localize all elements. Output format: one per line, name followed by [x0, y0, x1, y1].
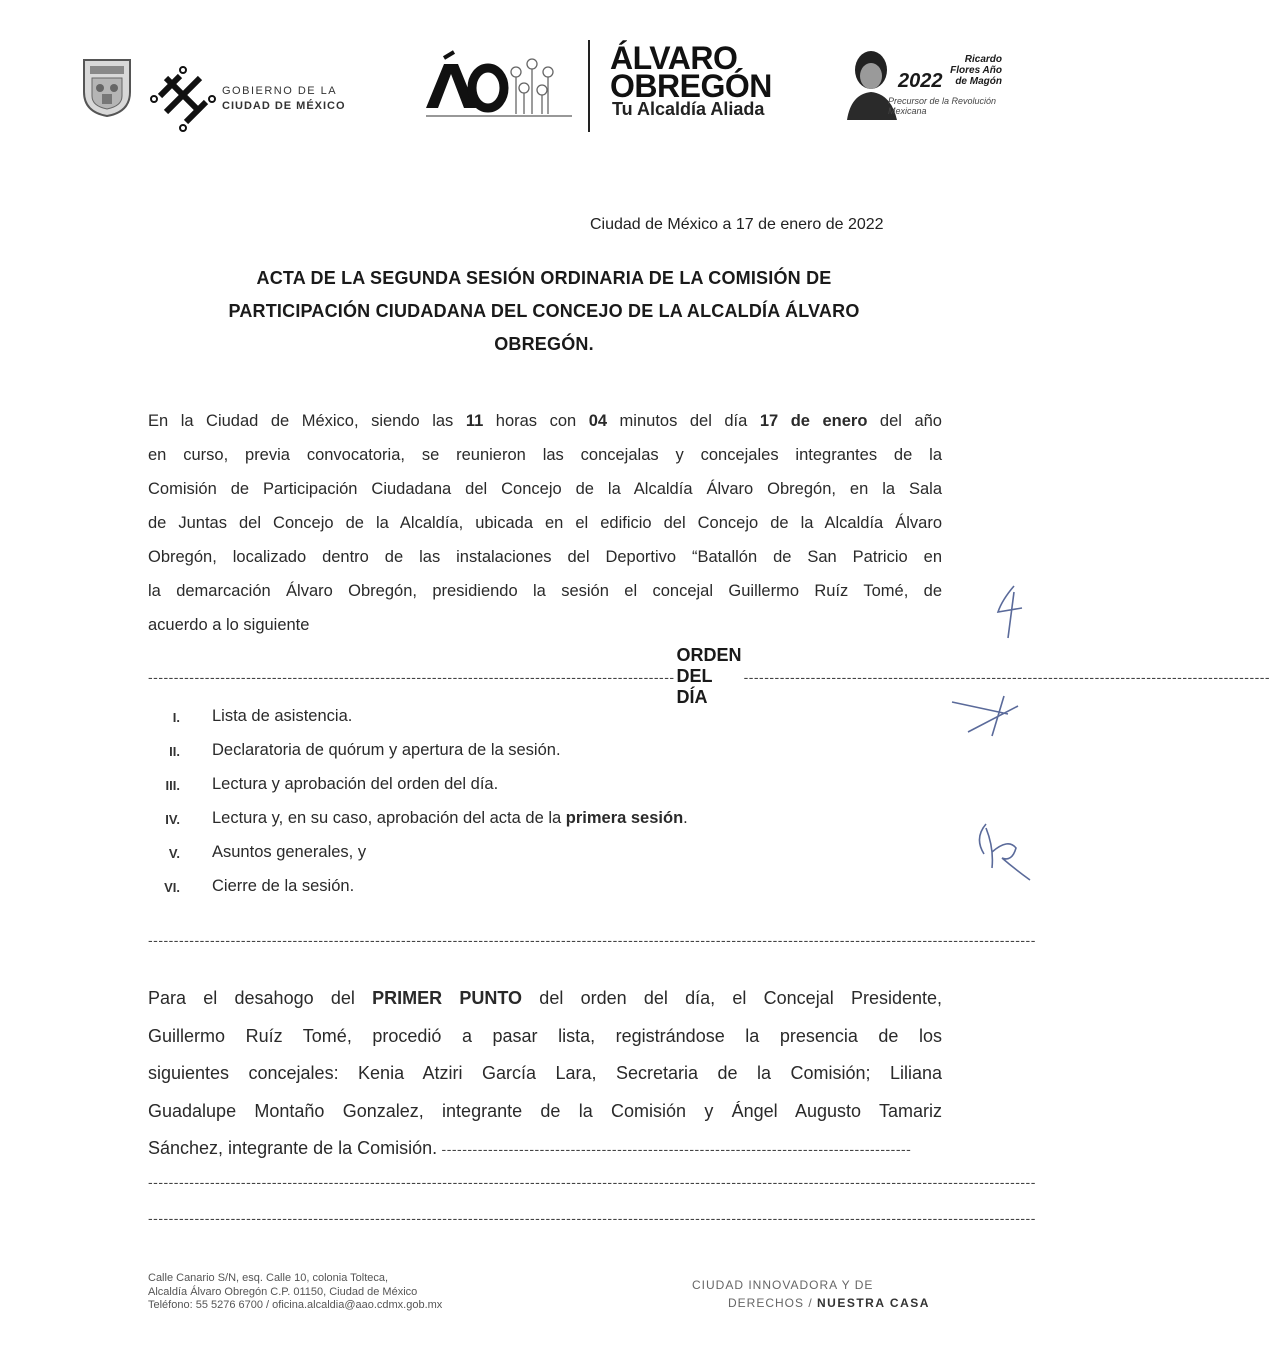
point-text: Sánchez, integrante de la Comisión.	[148, 1138, 438, 1158]
agenda-item	[148, 739, 848, 773]
point-line-4: Guadalupe Montaño Gonzalez, integrante de la Comisión y Ángel Augusto Tamariz	[148, 1100, 942, 1121]
footer-address	[148, 1272, 442, 1313]
address-line-3: Teléfono: 55 5276 6700 / oficina.alcaldia@aao.cdmx.gob.mx	[148, 1299, 443, 1311]
dash-separator: ----------------------------------------------------------------------------------------------------------------------------------------------------------------------------	[148, 932, 1036, 948]
coat-of-arms-icon	[80, 56, 134, 118]
intro-text: horas con	[483, 412, 589, 430]
point-line-5	[148, 1130, 942, 1169]
slogan-bold: NUESTRA CASA	[817, 1296, 930, 1310]
alcaldia-name-line-1: ÁLVARO	[610, 40, 738, 76]
point-label: PRIMER PUNTO	[372, 988, 523, 1008]
point-line-1	[148, 980, 942, 1018]
slogan-line-1: CIUDAD INNOVADORA Y DE	[692, 1278, 874, 1292]
intro-text: del año	[867, 412, 942, 430]
agenda-item	[148, 807, 848, 841]
point-line-2: Guillermo Ruíz Tomé, procedió a pasar lista, registrándose la presencia de los	[148, 1025, 942, 1046]
badge-subtitle: Precursor de la Revolución Mexicana	[888, 96, 997, 116]
intro-line-1	[148, 404, 942, 438]
intro-minutes: 04	[588, 412, 608, 430]
intro-line-5: Obregón, localizado dentro de las instalaciones del Deportivo “Batallón de San Patricio en	[148, 548, 942, 566]
handwritten-initial-icon	[984, 582, 1034, 642]
dash-leader: -------------------------------------------------------------------------------------------	[437, 1141, 912, 1157]
agenda-item	[148, 773, 848, 807]
header-divider	[588, 40, 590, 132]
intro-hour: 11	[465, 412, 484, 430]
point-line-3: siguientes concejales: Kenia Atziri García Lara, Secretaria de la Comisión; Liliana	[148, 1063, 942, 1083]
intro-line-4: de Juntas del Concejo de la Alcaldía, ubicada en el edificio del Concejo de la Alcaldía Álvaro	[148, 514, 942, 532]
intro-text: En la Ciudad de México, siendo las	[148, 412, 466, 430]
point-text: Para el desahogo del	[148, 988, 373, 1008]
agenda-text: Lectura y aprobación del orden del día.	[212, 775, 499, 793]
agenda-item	[148, 875, 848, 909]
address-line-1: Calle Canario S/N, esq. Calle 10, colonia Tolteca,	[148, 1272, 389, 1284]
alcaldia-tagline: Tu Alcaldía Aliada	[612, 99, 765, 119]
intro-text: minutos del día	[607, 412, 760, 430]
alcaldia-name-line-2: OBREGÓN	[610, 68, 772, 104]
cdmx-government-logo-icon	[150, 66, 216, 132]
title-line-3: OBREGÓN.	[494, 334, 594, 354]
agenda-item	[148, 841, 848, 875]
intro-line-2: en curso, previa convocatoria, se reunieron las concejalas y concejales integrantes de la	[148, 446, 942, 464]
dash-separator: ----------------------------------------------------------------------------------------------------------------------------------------------------------------------------	[148, 1210, 1036, 1226]
government-name	[222, 84, 346, 114]
government-line-1: GOBIERNO DE LA	[222, 85, 338, 97]
intro-line-6: la demarcación Álvaro Obregón, presidiendo la sesión el concejal Guillermo Ruíz Tomé, de	[148, 582, 942, 600]
letterhead	[0, 0, 1088, 150]
agenda-item	[148, 705, 848, 739]
badge-year: 2022	[898, 70, 943, 92]
agenda-text: Declaratoria de quórum y apertura de la sesión.	[212, 741, 561, 759]
agenda-list	[148, 705, 848, 909]
agenda-text-bold: primera sesión	[565, 809, 684, 827]
intro-line-7: acuerdo a lo siguiente	[148, 616, 310, 634]
agenda-text-part: Lectura y, en su caso, aprobación del acta de la	[212, 809, 566, 827]
government-line-2: CIUDAD DE MÉXICO	[222, 100, 346, 112]
address-line-2: Alcaldía Álvaro Obregón C.P. 01150, Ciudad de México	[148, 1285, 418, 1298]
dash-separator: ----------------------------------------------------------------------------------------------------------------------------------------------------------------------------	[148, 1174, 1036, 1190]
intro-day: 17 de enero	[759, 412, 868, 430]
footer-slogan	[692, 1276, 930, 1312]
point-text: del orden del día, el Concejal Presidente,	[522, 988, 942, 1008]
agenda-text: Asuntos generales, y	[212, 843, 367, 861]
alcaldia-name	[610, 40, 772, 104]
intro-line-3: Comisión de Participación Ciudadana del Concejo de la Alcaldía Álvaro Obregón, en la Sala	[148, 480, 942, 498]
first-point-paragraph	[148, 980, 942, 1169]
agenda-text: Cierre de la sesión.	[212, 877, 355, 895]
dash-leader: ------------------------------------------------------------------------------------------------------	[148, 668, 675, 685]
agenda-text-tail: .	[683, 809, 688, 827]
handwritten-initial-icon	[948, 692, 1022, 742]
agenda-heading	[148, 645, 1270, 708]
badge-name: Ricardo Flores Año de Magón	[950, 54, 1002, 87]
agenda-number: II.	[169, 744, 180, 759]
agenda-title: ORDEN DEL DÍA	[676, 645, 742, 707]
document-date: Ciudad de México a 17 de enero de 2022	[590, 216, 884, 233]
agenda-number: III.	[165, 778, 180, 793]
alcaldia-ao-logo-icon	[424, 50, 574, 126]
title-line-1: ACTA DE LA SEGUNDA SESIÓN ORDINARIA DE LA COMISIÓN DE	[256, 268, 832, 288]
agenda-text	[212, 809, 688, 828]
slogan-part: DERECHOS /	[728, 1296, 818, 1310]
intro-paragraph	[148, 404, 942, 642]
agenda-number: I.	[172, 710, 180, 725]
title-line-2: PARTICIPACIÓN CIUDADANA DEL CONCEJO DE LA ALCALDÍA ÁLVARO	[228, 301, 860, 321]
document-title	[148, 262, 940, 361]
agenda-number: V.	[168, 846, 180, 861]
agenda-number: VI.	[164, 880, 180, 895]
agenda-text: Lista de asistencia.	[212, 707, 353, 725]
handwritten-signature-icon	[972, 818, 1036, 888]
agenda-number: IV.	[165, 812, 180, 827]
slogan-line-2	[692, 1294, 930, 1312]
dash-leader: ------------------------------------------------------------------------------------------------------	[743, 668, 1270, 685]
